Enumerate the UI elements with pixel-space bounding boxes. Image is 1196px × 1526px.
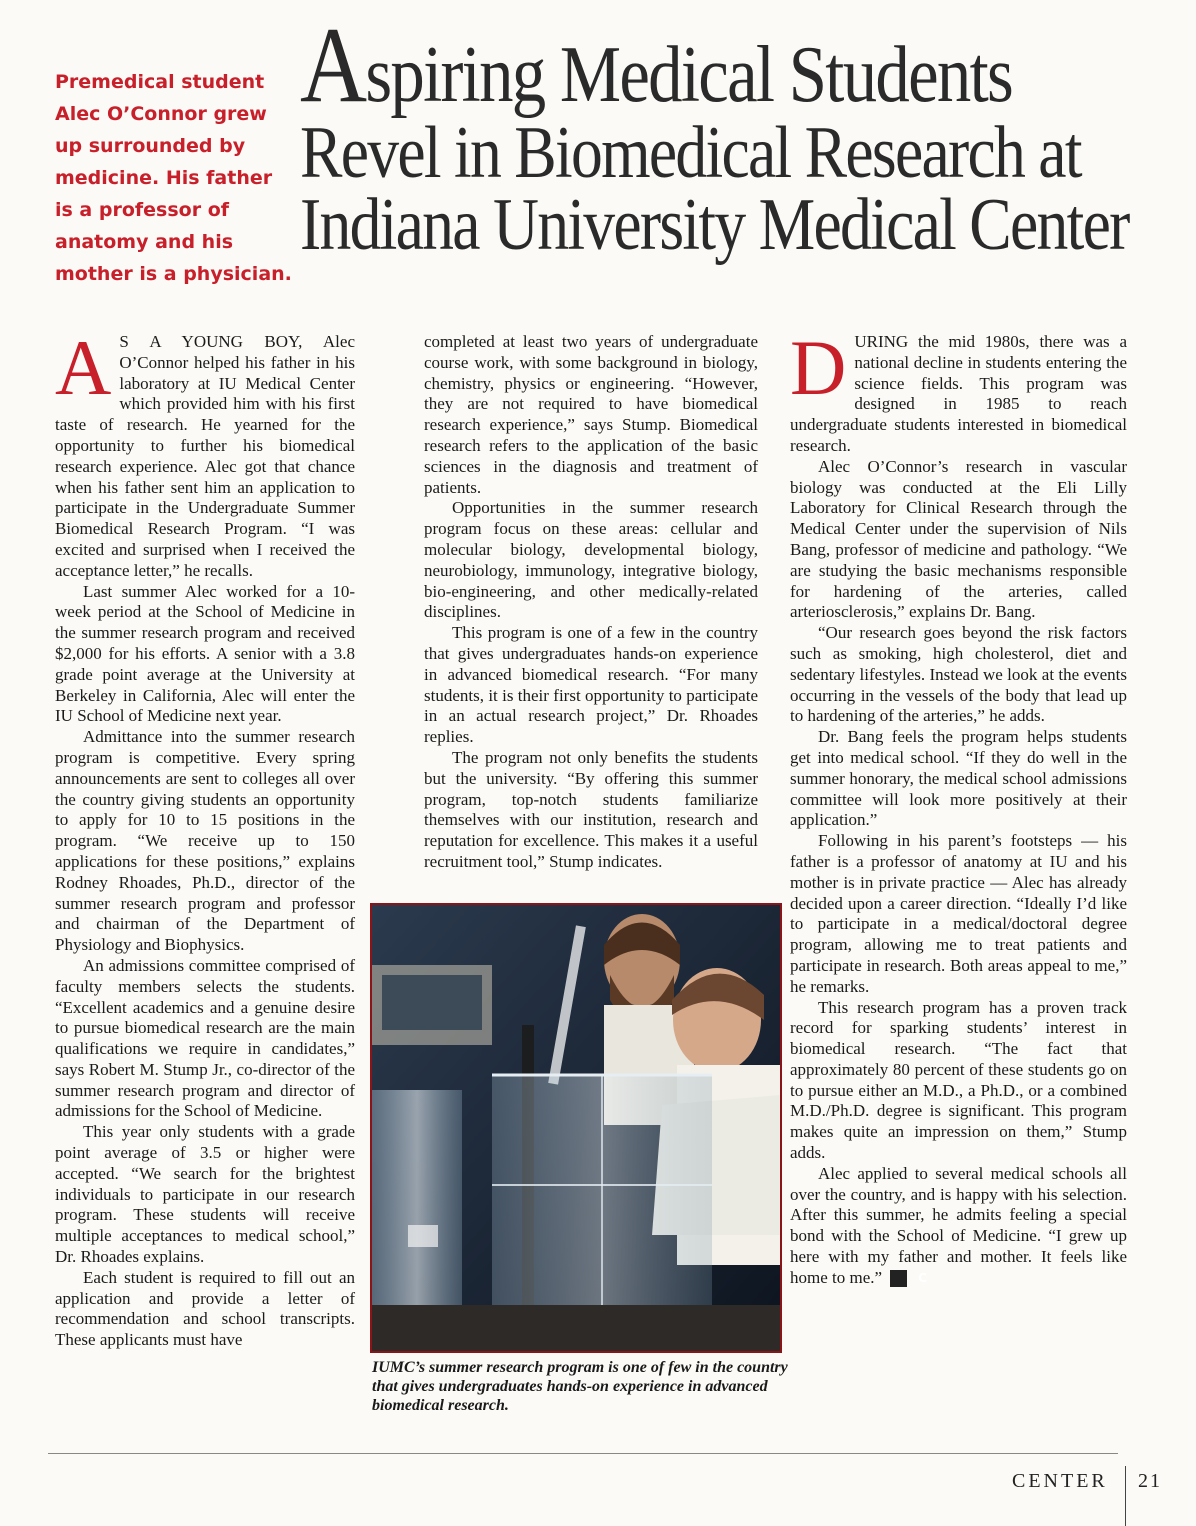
paragraph: Alec applied to several medical schools all over the country, and is happy with his selection. After this summer, he admits feeling a special bond with the School of Medicine. “I grew up here with my father and mother. It feels like home to me.” C <box>790 1163 1127 1287</box>
lab-photo <box>370 903 782 1353</box>
footer-rule <box>48 1453 1118 1454</box>
page-number: 21 <box>1138 1470 1162 1492</box>
photo-caption: IUMC’s summer research program is one of few in the country that gives undergraduates hands-on experience in advanced biomedical research. <box>372 1359 788 1414</box>
drop-cap: D <box>790 324 847 411</box>
paragraph: Admittance into the summer research program is competitive. Every spring announcements are sent to colleges all over the country giving students an opportunity to apply for 10 to 15 positions in the program. “We receive up to 150 applications for these positions,” explains Rodney Rhoades, Ph.D., director of the summer research program and professor and chairman of the Department of Physiology and Biophysics. <box>55 727 355 955</box>
paragraph: Following in his parent’s footsteps — his father is a professor of anatomy at IU and his mother is in private practice — Alec has already decided upon a career direction. “Ideally I’d like to participate in a medical/doctoral degree program, allowing me to treat patients and participate in research. Both areas appeal to me,” he remarks. <box>790 831 1127 996</box>
paragraph: A S A YOUNG BOY, Alec O’Connor helped his father in his laboratory at IU Medical Center which provided him with his first taste of research. He yearned for the opportunity to further his biomedical research experience. Alec got that chance when his father sent him an application to participate in the Undergraduate Summer Biomedical Research Program. “I was excited and surprised when I received the acceptance letter,” he recalls. <box>55 324 355 580</box>
footer-publication: CENTER <box>1012 1470 1108 1492</box>
paragraph: Opportunities in the summer research program focus on these areas: cellular and molecular biology, developmental biology, neurobiology, immunology, integrative biology, bio-engineering, and other medically-related disciplines. <box>424 498 758 622</box>
paragraph: “Our research goes beyond the risk factors such as smoking, high cholesterol, diet and sedentary lifestyles. Instead we look at the events occurring in the vessels of the body that lead up to hardening of the arteries,” he adds. <box>790 623 1127 726</box>
paragraph: Alec O’Connor’s research in vascular biology was conducted at the Eli Lilly Laboratory for Clinical Research through the Medical Center under the supervision of Nils Bang, professor of medicine and pathology. “We are studying the basic mechanisms responsible for hardening of the arteries, called arteriosclerosis,” explains Dr. Bang. <box>790 456 1127 622</box>
headline-line-3: Indiana University Medical Center <box>300 184 1129 266</box>
paragraph: This year only students with a grade point average of 3.5 or higher were accepted. “We search for the brightest individuals to participate in our research program. These students will receive multiple acceptances to medical school,” Dr. Rhoades explains. <box>55 1122 355 1267</box>
paragraph: Dr. Bang feels the program helps students get into medical school. “If they do well in the summer honorary, the medical school admissions committee will look more positively at their application.” <box>790 727 1127 830</box>
paragraph: The program not only benefits the students but the university. “By offering this summer program, top-notch students familiarize themselves with our institution, research and reputation for excellence. This makes it a useful recruitment tool,” Stump indicates. <box>424 747 758 871</box>
drop-cap: A <box>55 324 112 411</box>
paragraph: DURING the mid 1980s, there was a national decline in students entering the science fields. This program was designed in 1985 to reach undergraduate students interested in biomedical research. <box>790 324 1127 455</box>
paragraph: An admissions committee comprised of faculty members selects the students. “Excellent academics and a genuine desire to pursue biomedical research are the main qualifications we require in candidates,” says Robert M. Stump Jr., co-director of the summer research program and director of admissions for the School of Medicine. <box>55 955 355 1121</box>
article-column-2 <box>424 332 758 873</box>
lab-photo-illustration <box>372 905 780 1351</box>
paragraph: This program is one of a few in the country that gives undergraduates hands-on experience in advanced biomedical research. “For many students, it is their first opportunity to participate in an actual research project,” Dr. Rhoades replies. <box>424 623 758 747</box>
end-mark-icon: C <box>890 1270 907 1287</box>
footer-divider <box>1125 1466 1126 1526</box>
paragraph: Each student is required to fill out an application and provide a letter of recommendation and school transcripts. These applicants must have <box>55 1267 355 1350</box>
headline-line-1: Aspiring Medical Students <box>300 6 1013 125</box>
paragraph: Last summer Alec worked for a 10-week period at the School of Medicine in the summer research program and received $2,000 for his efforts. A senior with a 3.8 grade point average at the University at Berkeley in California, Alec will enter the IU School of Medicine next year. <box>55 581 355 726</box>
deck-pullquote: Premedical student Alec O’Connor grew up surrounded by medicine. His father is a professor of anatomy and his mother is a physician. <box>55 71 292 285</box>
headline-initial: A <box>300 6 366 125</box>
article-column-1 <box>55 324 355 1351</box>
headline <box>300 6 1129 266</box>
paragraph: This research program has a proven track record for sparking students’ interest in biomedical research. “The fact that approximately 80 percent of these students go on to pursue either an M.D., a Ph.D., or a combined M.D./Ph.D. degree is significant. This program makes quite an impression on them,” Stump adds. <box>790 997 1127 1163</box>
headline-line-2: Revel in Biomedical Research at <box>300 112 1081 194</box>
article-column-3 <box>790 324 1127 1289</box>
paragraph: completed at least two years of undergraduate course work, with some background in biology, chemistry, physics or engineering. “However, they are not required to have biomedical research experience,” says Stump. Biomedical research refers to the application of the basic sciences in the diagnosis and treatment of patients. <box>424 332 758 497</box>
